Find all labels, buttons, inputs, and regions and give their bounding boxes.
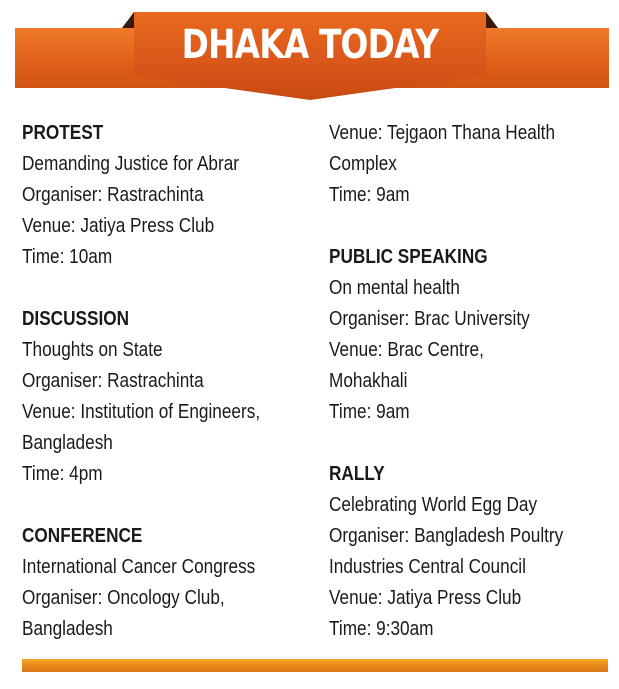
event-description: Thoughts on State xyxy=(22,339,163,361)
event-protest xyxy=(22,118,297,273)
right-column xyxy=(329,118,604,645)
banner-fold-right xyxy=(486,12,498,28)
event-heading: RALLY xyxy=(329,463,385,485)
event-public-speaking xyxy=(329,242,604,428)
header-banner xyxy=(0,0,619,110)
event-organiser: Organiser: Rastrachinta xyxy=(22,370,204,392)
event-venue: Venue: Jatiya Press Club xyxy=(329,587,522,609)
event-time: Time: 9am xyxy=(329,184,410,206)
event-description: Demanding Justice for Abrar xyxy=(22,153,240,175)
event-venue-continued: Complex xyxy=(329,153,397,175)
event-heading: CONFERENCE xyxy=(22,525,143,547)
event-organiser-continued: Industries Central Council xyxy=(329,556,526,578)
event-conference-continued xyxy=(329,118,604,211)
event-venue: Venue: Jatiya Press Club xyxy=(22,215,215,237)
event-discussion xyxy=(22,304,297,490)
event-organiser: Organiser: Brac University xyxy=(329,308,530,330)
event-venue: Venue: Tejgaon Thana Health xyxy=(329,122,556,144)
event-conference xyxy=(22,521,297,645)
event-time: Time: 9am xyxy=(329,401,410,423)
event-time: Time: 10am xyxy=(22,246,113,268)
event-venue-continued: Bangladesh xyxy=(22,432,113,454)
page-title: DHAKA TODAY xyxy=(181,22,439,68)
event-venue: Venue: Institution of Engineers, xyxy=(22,401,261,423)
event-organiser-continued: Bangladesh xyxy=(22,618,113,640)
left-column xyxy=(22,118,297,645)
event-description: International Cancer Congress xyxy=(22,556,256,578)
event-organiser: Organiser: Oncology Club, xyxy=(22,587,225,609)
event-rally xyxy=(329,459,604,645)
event-heading: PROTEST xyxy=(22,122,104,144)
footer-divider xyxy=(22,659,608,672)
event-organiser: Organiser: Rastrachinta xyxy=(22,184,204,206)
event-description: Celebrating World Egg Day xyxy=(329,494,538,516)
event-time: Time: 4pm xyxy=(22,463,103,485)
banner-fold-left xyxy=(122,12,134,28)
event-organiser: Organiser: Bangladesh Poultry xyxy=(329,525,564,547)
event-time: Time: 9:30am xyxy=(329,618,434,640)
event-heading: DISCUSSION xyxy=(22,308,130,330)
event-description: On mental health xyxy=(329,277,461,299)
event-venue-continued: Mohakhali xyxy=(329,370,408,392)
event-venue: Venue: Brac Centre, xyxy=(329,339,484,361)
event-heading: PUBLIC SPEAKING xyxy=(329,246,488,268)
